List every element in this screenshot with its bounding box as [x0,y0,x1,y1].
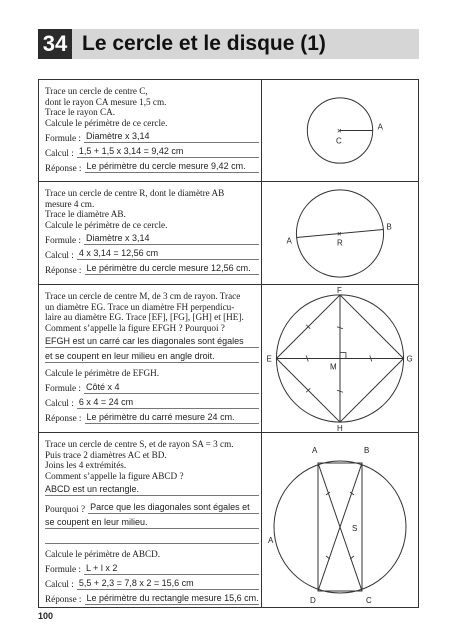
final-answer[interactable]: Le périmètre du cercle mesure 9,42 cm. [85,161,260,173]
exercise-grid [38,79,419,608]
instruction: Calcule le périmètre de ce cercle. [45,117,168,128]
formula-line: Formule : L + l x 2 [45,563,259,575]
exercise-4-text [45,439,259,605]
formula-answer[interactable]: Diamètre x 3,14 [84,131,259,143]
final-answer[interactable]: Le périmètre du cercle mesure 12,56 cm. [85,263,260,275]
calc-answer[interactable]: 4 x 3,14 = 12,56 cm [77,248,259,260]
label-c: C [366,596,372,605]
instruction: laire au diamètre EG. Trace [EF], [FG], [GH] et [HE]. [45,312,244,323]
exercise-3-text [45,291,259,424]
right-angle-mark [340,353,346,359]
formula-answer[interactable]: L + l x 2 [84,563,259,575]
exercise-2-text [45,188,259,275]
instruction: Trace le rayon CA. [45,107,116,118]
figure-circle-c [262,80,418,181]
instruction: dont le rayon CA mesure 1,5 cm. [45,96,167,107]
label-c: C [336,136,342,146]
instruction: un diamètre EG. Trace un diamètre FH perpendicu- [45,301,235,312]
answer-line: Réponse : Le périmètre du carré mesure 24 cm. [45,412,259,424]
pourquoi-answer[interactable]: Parce que les diagonales sont égales et [88,502,259,514]
label-a: A [286,236,292,246]
figure-circle-r [262,182,418,284]
answer-line: Réponse : Le périmètre du cercle mesure 12,56 cm. [45,263,259,275]
answer-line[interactable]: et se coupent en leur milieu en angle droit. [45,350,259,363]
answer-line: Réponse : Le périmètre du rectangle mesure 15,6 cm. [45,592,259,605]
calc-answer[interactable]: 6 x 4 = 24 cm [77,397,259,409]
instruction: Trace le diamètre AB. [45,209,126,220]
pourquoi-line: Pourquoi ? Parce que les diagonales sont égales et [45,502,259,514]
label-m: M [330,362,337,372]
answer-line[interactable]: ABCD est un rectangle. [45,483,259,496]
formula-answer[interactable]: Diamètre x 3,14 [84,233,259,245]
label-s: S [352,524,358,533]
label-b: B [386,222,392,232]
chapter-number: 34 [38,29,72,59]
center-mark: × [337,126,342,136]
calc-answer[interactable]: 5,5 + 2,3 = 7,8 x 2 = 15,6 cm [77,578,259,590]
label-f: F [337,285,342,295]
instruction: Comment s’appelle la figure ABCD ? [45,470,184,481]
formula-line: Formule : Diamètre x 3,14 [45,233,259,245]
blank-line[interactable] [45,531,259,544]
answer-line[interactable]: se coupent en leur milieu. [45,516,259,529]
exercise-4 [39,433,418,608]
instruction: Puis trace 2 diamètres AC et BD. [45,449,167,460]
figure-rectangle-abcd [262,433,418,608]
label-g: G [406,354,413,364]
instruction: Calcule le périmètre de ce cercle. [45,219,168,230]
calc-answer[interactable]: 1,5 + 1,5 x 3,14 = 9,42 cm [77,146,259,158]
answer-line: Réponse : Le périmètre du cercle mesure 9,42 cm. [45,161,259,173]
label-r: R [337,238,343,248]
instruction: Joins les 4 extrémités. [45,460,127,471]
label-h: H [337,424,343,432]
formula-answer[interactable]: Côté x 4 [84,382,259,394]
center-mark: × [337,229,342,239]
instruction: mesure 4 cm. [45,198,95,209]
figure-square-efgh [262,285,418,432]
label-a-top: A [312,446,318,455]
calc-line: Calcul : 1,5 + 1,5 x 3,14 = 9,42 cm [45,146,259,158]
label-d: D [310,596,316,605]
label-e: E [266,354,272,364]
label-b: B [364,446,370,455]
instruction: Trace un cercle de centre S, et de rayon SA = 3 cm. [45,439,234,449]
answer-line[interactable]: EFGH est un carré car les diagonales sont égales [45,335,259,348]
exercise-2 [39,182,418,285]
calc-line: Calcul : 4 x 3,14 = 12,56 cm [45,248,259,260]
exercise-3 [39,285,418,433]
formula-line: Formule : Diamètre x 3,14 [45,131,259,143]
label-a-left: A [268,536,274,545]
calc-line: Calcul : 6 x 4 = 24 cm [45,397,259,409]
instruction: Calcule le périmètre de ABCD. [45,549,161,560]
calc-line: Calcul : 5,5 + 2,3 = 7,8 x 2 = 15,6 cm [45,578,259,590]
instruction: Trace un cercle de centre R, dont le diamètre AB [45,188,225,198]
page-title: Le cercle et le disque (1) [82,32,326,55]
final-answer[interactable]: Le périmètre du carré mesure 24 cm. [85,412,260,424]
chapter-header [38,29,419,59]
label-a: A [377,122,383,132]
instruction: Comment s’appelle la figure EFGH ? Pourquoi ? [45,322,225,333]
exercise-1 [39,80,418,182]
page-number: 100 [38,611,54,621]
instruction: Calcule le périmètre de EFGH. [45,368,160,379]
instruction: Trace un cercle de centre C, [45,86,148,96]
final-answer[interactable]: Le périmètre du rectangle mesure 15,6 cm. [86,592,259,603]
exercise-1-text [45,86,259,173]
instruction: Trace un cercle de centre M, de 3 cm de rayon. Trace [45,291,241,301]
formula-line: Formule : Côté x 4 [45,382,259,394]
